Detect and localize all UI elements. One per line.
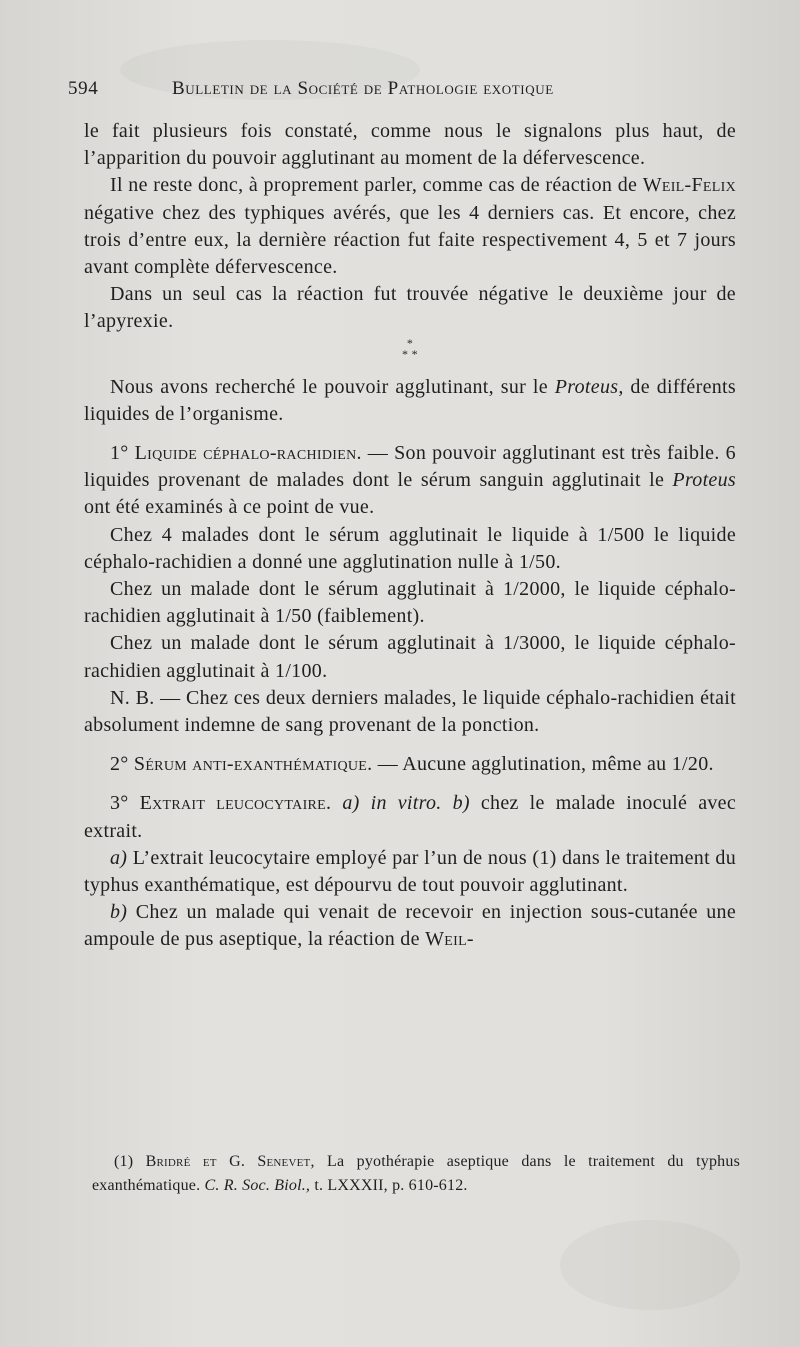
paragraph-text: — Aucune agglutination, même au 1/20.: [372, 753, 714, 776]
footnotes: [92, 1150, 740, 1198]
paragraph: [84, 899, 736, 953]
paragraph-text: Nous avons recherché le pouvoir agglutinant, sur le: [110, 375, 555, 398]
paragraph-text: N. B. — Chez ces deux derniers malades, le liquide céphalo-rachidien était absolument indemne de sang provenant de la ponction.: [84, 686, 736, 737]
running-title: Bulletin de la Société de Pathologie exotique: [172, 78, 554, 99]
author-name: Weil-Felix: [642, 174, 736, 197]
asterism: [84, 335, 736, 361]
paragraph-text: Chez un malade dont le sérum agglutinait à 1/3000, le liquide céphalo-rachidien agglutinait à 1/100.: [84, 632, 736, 682]
paragraph-text: Dans un seul cas la réaction fut trouvée négative le deuxième jour de l’apyrexie.: [84, 283, 736, 333]
paragraph-text: Il ne reste donc, à proprement parler, comme cas de réaction de: [110, 174, 643, 197]
item-label: b): [441, 792, 470, 815]
paragraph-text: — Son pouvoir agglutinant est très faible. 6 liquides provenant de malades dont le sérum sanguin agglutinait le: [84, 442, 736, 492]
italic-term: in vitro.: [359, 792, 442, 815]
paragraph: [84, 522, 736, 576]
footnote-text: t. LXXXII, p. 610-612.: [310, 1177, 468, 1194]
paragraph: [84, 576, 736, 630]
paragraph: [84, 374, 736, 428]
paragraph-text: Chez un malade qui venait de recevoir en injection sous-cutanée une ampoule de pus aseptique, la réaction de: [84, 901, 736, 951]
footnote-marker: (1): [114, 1153, 146, 1170]
paragraph-text: L’extrait leucocytaire employé par l’un de nous (1) dans le traitement du typhus exanthématique, est dépourvu de tout pouvoir agglutinant.: [84, 846, 736, 897]
body-text: [84, 118, 736, 954]
paragraph: [84, 118, 736, 172]
paragraph: [84, 685, 736, 739]
asterism-top: *: [406, 335, 414, 350]
paragraph: [84, 751, 736, 778]
paragraph-text: ont été examinés à ce point de vue.: [84, 496, 375, 519]
running-header: [68, 78, 748, 106]
section-heading: Extrait leucocytaire.: [139, 792, 332, 815]
paragraph-text: négative chez des typhiques avérés, que les 4 derniers cas. Et encore, chez trois d’entre eux, la dernière réaction fut faite respectivement 4, 5 et 7 jours avant complète défervescence.: [84, 201, 736, 279]
asterism-bottom: * *: [402, 346, 418, 361]
paragraph: [84, 440, 736, 522]
paragraph-text: le fait plusieurs fois constaté, comme nous le signalons plus haut, de l’apparition du pouvoir agglutinant au moment de la défervescence.: [84, 120, 736, 170]
footnote-text: La pyothérapie aseptique dans le traitement du typhus exanthématique.: [92, 1153, 740, 1194]
footnote-journal: C. R. Soc. Biol.,: [204, 1177, 311, 1194]
footnote-authors: Bridré et G. Senevet,: [145, 1153, 315, 1170]
section-heading: Sérum anti-exanthématique.: [133, 753, 373, 776]
item-label: a): [110, 846, 128, 869]
paragraph: [84, 845, 736, 899]
paragraph: [84, 172, 736, 281]
italic-term: Proteus,: [554, 375, 624, 398]
section-number: 1°: [110, 442, 135, 465]
paragraph-text: Chez un malade dont le sérum agglutinait à 1/2000, le liquide céphalo-rachidien agglutinait à 1/50 (faiblement).: [84, 578, 736, 628]
footnote: [92, 1150, 740, 1198]
item-label: a): [331, 792, 360, 815]
paragraph: [84, 630, 736, 684]
paper-stain: [560, 1220, 740, 1310]
italic-term: Proteus: [672, 469, 736, 492]
paragraph-text: de différents liquides de l’organisme.: [84, 375, 736, 425]
author-name: Weil-: [425, 928, 474, 951]
section-number: 2°: [110, 753, 134, 776]
paragraph-text: chez le malade inoculé avec extrait.: [84, 792, 737, 842]
paragraph: [84, 281, 736, 335]
page-number: 594: [68, 78, 99, 99]
paragraph-text: Chez 4 malades dont le sérum agglutinait le liquide à 1/500 le liquide céphalo-rachidien a donné une agglutination nulle à 1/50.: [84, 523, 736, 573]
section-heading: Liquide céphalo-rachidien.: [134, 442, 362, 465]
section-number: 3°: [110, 792, 140, 815]
item-label: b): [110, 901, 128, 924]
paragraph: [84, 790, 736, 844]
